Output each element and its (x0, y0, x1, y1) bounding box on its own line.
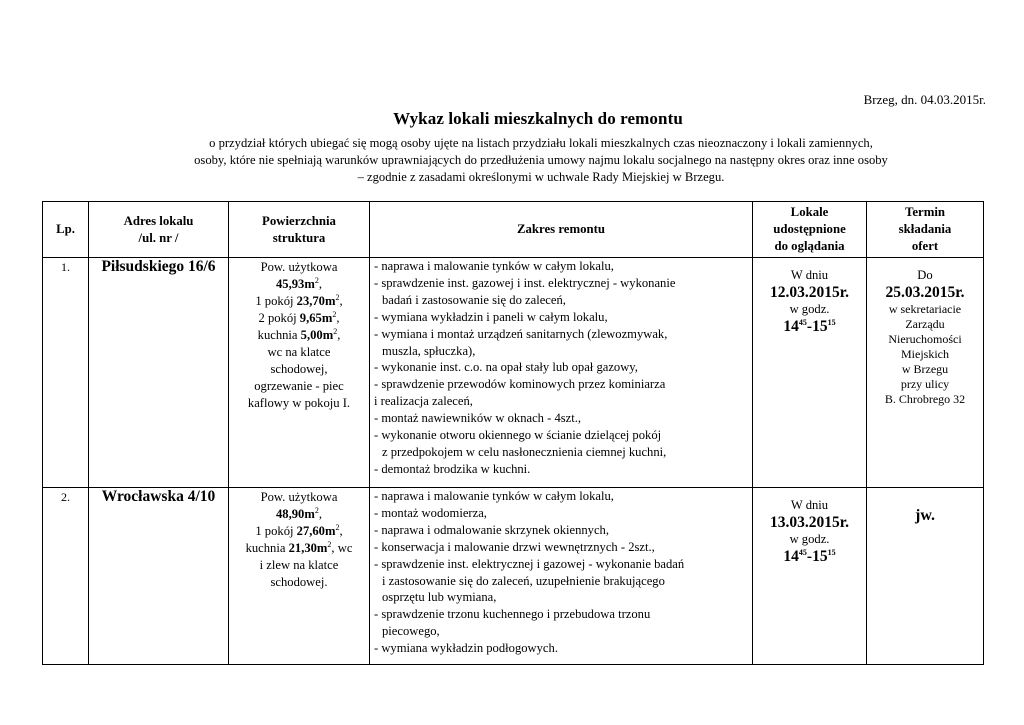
area-room: 2 pokój $9,65m^2$, (258, 309, 340, 325)
scope-line: - sprawdzenie inst. gazowej i inst. elektrycznej - wykonanie (374, 275, 676, 290)
intro-line: osoby, które nie spełniają warunków uprawniających do przedłużenia umowy najmu lokalu socjalnego na następny okres oraz inne osoby (194, 153, 888, 167)
row-scope (370, 258, 753, 488)
intro-paragraph (0, 135, 1024, 186)
term-line: Nieruchomości (888, 332, 962, 346)
scope-line: z przedpokojem w celu nasłonecznienia ciemnej kuchni, (382, 444, 667, 459)
scope-line: - wymiana i montaż urządzeń sanitarnych (zlewozmywak, (374, 326, 668, 341)
scope-line: - wymiana wykładzin podłogowych. (374, 641, 558, 656)
term-line: w sekretariacie (888, 302, 962, 316)
row-address: Piłsudskiego 16/6 (89, 258, 229, 488)
term-line: Zarządu (905, 317, 945, 331)
term-line: w Brzegu (901, 362, 949, 376)
viewing-hours: $14^{45}-15^{15}$ (783, 317, 836, 335)
area-room: kuchnia $5,00m^2$, (257, 326, 341, 342)
term-line: Miejskich (901, 347, 949, 361)
scope-line: muszla, spłuczka), (382, 343, 476, 358)
scope-line: - naprawa i malowanie tynków w całym lokalu, (374, 489, 614, 503)
header-area-line: struktura (272, 230, 326, 245)
header-address-line: /ul. nr / (138, 230, 179, 245)
header-term-line: ofert (911, 239, 939, 253)
area-room: 1 pokój $23,70m^2$, (255, 292, 343, 308)
header-area (229, 202, 370, 258)
scope-line: badań i zastosowanie się do zaleceń, (382, 292, 566, 307)
header-view (753, 202, 867, 258)
scope-line: - sprawdzenie przewodów kominowych przez kominiarza (374, 377, 666, 392)
area-line: i zlew na klatce (259, 558, 339, 572)
row-viewing (753, 258, 867, 488)
header-scope: Zakres remontu (370, 202, 753, 258)
viewing-date: 13.03.2015r. (769, 514, 850, 531)
header-view-line: udostępnione (773, 222, 846, 236)
scope-line: i realizacja zaleceń, (374, 394, 473, 409)
viewing-label: W dniu (790, 498, 829, 512)
viewing-label: W dniu (790, 268, 829, 282)
area-total: $48,90m^2$, (276, 505, 322, 521)
row-lp: 2. (43, 488, 89, 665)
area-room: kuchnia $21,30m^2$, wc (245, 539, 353, 555)
scope-line: osprzętu lub wymiana, (382, 590, 497, 605)
row-term (867, 488, 984, 665)
intro-line: o przydział których ubiegać się mogą osoby ujęte na listach przydziału lokali mieszkalnych czas nieoznaczony i lokali zamiennych, (209, 136, 873, 150)
row-scope (370, 488, 753, 665)
header-area-line: Powierzchnia (262, 213, 336, 228)
scope-line: - naprawa i odmalowanie skrzynek okiennych, (374, 522, 610, 537)
header-view-line: Lokale (790, 205, 829, 219)
header-term-line: składania (898, 222, 952, 236)
area-line: Pow. użytkowa (260, 260, 338, 274)
term-same-as-above: jw. (915, 507, 935, 524)
viewing-hours: $14^{45}-15^{15}$ (783, 547, 836, 565)
viewing-hours-label: w godz. (789, 302, 830, 316)
table-row (43, 258, 984, 488)
document-title: Wykaz lokali mieszkalnych do remontu (393, 109, 683, 128)
term-line: B. Chrobrego 32 (884, 392, 966, 406)
scope-line: - montaż nawiewników w oknach - 4szt., (374, 411, 582, 426)
scope-line: - wykonanie inst. c.o. na opał stały lub opał gazowy, (374, 360, 638, 375)
header-address-line: Adres lokalu (123, 213, 194, 228)
area-total: $45,93m^2$, (276, 275, 322, 291)
area-room: 1 pokój $27,60m^2$, (255, 522, 343, 538)
header-term (867, 202, 984, 258)
apartments-table (42, 201, 984, 665)
header-view-line: do oglądania (774, 239, 845, 253)
area-line: Pow. użytkowa (260, 490, 338, 504)
row-address: Wrocławska 4/10 (89, 488, 229, 665)
area-line: schodowej, (270, 362, 328, 376)
header-lp: Lp. (43, 202, 89, 258)
term-date: 25.03.2015r. (885, 284, 965, 301)
area-line: wc na klatce (267, 345, 331, 359)
viewing-date: 12.03.2015r. (769, 284, 850, 301)
scope-line: - naprawa i malowanie tynków w całym lokalu, (374, 259, 614, 273)
scope-line: i zastosowanie się do zaleceń, uzupełnienie brakującego (382, 573, 665, 588)
scope-line: - sprawdzenie inst. elektrycznej i gazowej - wykonanie badań (374, 556, 685, 571)
document-date: Brzeg, dn. 04.03.2015r. (863, 92, 986, 107)
header-term-line: Termin (904, 205, 946, 219)
scope-line: - konserwacja i malowanie drzwi wewnętrznych - 2szt., (374, 539, 655, 554)
area-line: schodowej. (270, 575, 328, 589)
viewing-hours-label: w godz. (789, 532, 830, 546)
table-header-row (43, 202, 984, 258)
table-row (43, 488, 984, 665)
term-label: Do (917, 268, 933, 282)
header-address (89, 202, 229, 258)
term-line: przy ulicy (900, 377, 950, 391)
scope-line: - wymiana wykładzin i paneli w całym lokalu, (374, 309, 608, 324)
area-line: ogrzewanie - piec (254, 379, 344, 393)
row-viewing (753, 488, 867, 665)
row-lp: 1. (43, 258, 89, 488)
scope-line: - montaż wodomierza, (374, 505, 487, 520)
row-term (867, 258, 984, 488)
row-area (229, 488, 370, 665)
intro-line: – zgodnie z zasadami określonymi w uchwale Rady Miejskiej w Brzegu. (357, 170, 725, 184)
row-area (229, 258, 370, 488)
scope-line: piecowego, (382, 624, 440, 639)
scope-line: - demontaż brodzika w kuchni. (374, 461, 531, 476)
scope-line: - wykonanie otworu okiennego w ścianie dzielącej pokój (374, 428, 662, 443)
area-line: kaflowy w pokoju I. (247, 396, 351, 410)
scope-line: - sprawdzenie trzonu kuchennego i przebudowa trzonu (374, 607, 651, 622)
